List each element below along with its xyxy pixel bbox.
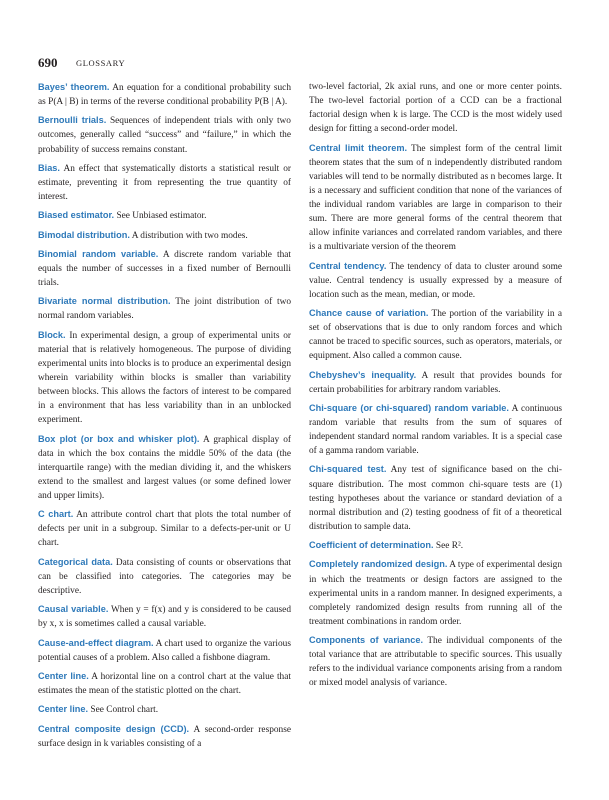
glossary-definition: A continuous random variable that results from the sum of squares of independent standard normal random variables. It is a special case of a gamma random variable.	[309, 403, 563, 457]
glossary-entry-chi-square-or-chi-squared-random-variable	[309, 401, 562, 458]
glossary-term: Components of variance.	[309, 635, 424, 646]
glossary-term: Bivariate normal distribution.	[38, 296, 171, 307]
glossary-definition: two-level factorial, 2k axial runs, and one or more center points. The two-level factorial portion of a CCD can be a fractional factorial design when k is large. The CCD is the most widely used design for fitting a second-order model.	[309, 82, 562, 135]
glossary-definition: A horizontal line on a control chart at the value that estimates the mean of the statistic plotted on the chart.	[38, 671, 291, 696]
glossary-definition: See Control chart.	[90, 705, 159, 716]
glossary-entry-central-composite-design-ccd	[38, 722, 291, 751]
glossary-entry-bimodal-distribution	[38, 228, 291, 243]
glossary-term: Bayes’ theorem.	[38, 82, 110, 92]
glossary-term: Chi-squared test.	[309, 464, 387, 475]
glossary-term: Center line.	[38, 670, 89, 681]
glossary-term: Central limit theorem.	[309, 142, 408, 153]
glossary-entry-bayes-theorem	[38, 80, 291, 109]
glossary-definition: An effect that systematically distorts a statistical result or estimate, preventing it from representing the true quantity of interest.	[38, 163, 291, 203]
glossary-term: Block.	[38, 329, 66, 340]
glossary-term: Box plot (or box and whisker plot).	[38, 433, 200, 444]
glossary-term: Biased estimator.	[38, 210, 115, 221]
glossary-definition: See Unbiased estimator.	[116, 211, 207, 222]
glossary-term: Chebyshev’s inequality.	[309, 369, 417, 380]
glossary-term: Chance cause of variation.	[309, 307, 429, 318]
glossary-entry-central-limit-theorem	[309, 141, 562, 255]
glossary-entry-chebyshev-s-inequality	[309, 368, 562, 397]
glossary-definition: The individual components of the total variance that are attributable to specific sources. This usually refers to the individual variance components arising from a random or mixed model analysis of variance.	[309, 636, 562, 689]
glossary-term: Bimodal distribution.	[38, 229, 130, 240]
glossary-entry-center-line	[38, 702, 291, 717]
glossary-definition: The joint distribution of two normal random variables.	[38, 297, 291, 322]
glossary-term: Completely randomized design.	[309, 559, 448, 570]
glossary-definition: In experimental design, a group of experimental units or material that is relatively homogeneous. The purpose of dividing experimental units into blocks is to produce an experimental design wherein variability within blocks is smaller than variability between blocks. This allows the factors of interest to be compared in a environment that has less variability than in an unblocked experiment.	[38, 330, 291, 426]
glossary-entry-central-tendency	[309, 259, 562, 302]
glossary-definition: When y = f(x) and y is considered to be caused by x, x is sometimes called a causal variable.	[38, 605, 291, 630]
glossary-definition: Data consisting of counts or observations that can be classified into categories. The categories may be descriptive.	[38, 557, 291, 596]
glossary-definition: A discrete random variable that equals the number of successes in a fixed number of Bernoulli trials.	[38, 249, 291, 289]
glossary-entry-bivariate-normal-distribution	[38, 294, 291, 323]
page-number: 690	[38, 55, 58, 70]
glossary-left-column	[38, 80, 291, 755]
glossary-definition: A graphical display of data in which the box contains the middle 50% of the data (the interquartile range) with the median dividing it, and the whiskers extend to the smallest and largest values (or some defined lower and upper limits).	[38, 434, 291, 501]
glossary-definition: The simplest form of the central limit theorem states that the sum of n independently distributed random variables will tend to be normally distributed as n becomes large. It is a necessary and sufficient condition that none of the variances of the individual random variables are large in comparison to their sum. There are more general forms of the central theorem that allow infinite variances and correlated random variables, and there is a multivariate version of the theorem	[309, 143, 562, 253]
glossary-right-column	[309, 80, 562, 695]
glossary-definition: A distribution with two modes.	[131, 230, 248, 241]
glossary-definition: Sequences of independent trials with only two outcomes, generally called “success” and “failure,” in which the probability of success remains constant.	[38, 116, 291, 155]
glossary-entry-coefficient-of-determination	[309, 538, 562, 553]
glossary-entry-continuation	[309, 80, 562, 136]
glossary-definition: A result that provides bounds for certain probabilities for arbitrary random variables.	[309, 370, 562, 395]
glossary-definition: See R².	[435, 541, 464, 552]
glossary-term: Central composite design (CCD).	[38, 723, 190, 734]
glossary-entry-completely-randomized-design	[309, 557, 562, 628]
glossary-entry-c-chart	[38, 507, 291, 550]
glossary-entry-causal-variable	[38, 602, 291, 631]
glossary-term: Center line.	[38, 704, 89, 715]
glossary-entry-chi-squared-test	[309, 462, 562, 533]
glossary-term: C chart.	[38, 509, 74, 520]
glossary-entry-categorical-data	[38, 555, 291, 598]
glossary-entry-block	[38, 328, 291, 428]
glossary-term: Bernoulli trials.	[38, 115, 107, 126]
glossary-entry-binomial-random-variable	[38, 247, 291, 290]
glossary-definition: The portion of the variability in a set of observations that is due to only random forces and which cannot be traced to specific sources, such as operators, materials, or equipment. Also called a common cause.	[309, 308, 562, 362]
glossary-entry-box-plot-or-box-and-whisker-plot	[38, 432, 291, 503]
glossary-term: Coefficient of determination.	[309, 540, 434, 551]
glossary-entry-cause-and-effect-diagram	[38, 636, 291, 665]
glossary-term: Causal variable.	[38, 604, 109, 615]
running-head: GLOSSARY	[76, 58, 126, 68]
glossary-term: Binomial random variable.	[38, 248, 159, 259]
glossary-entry-bernoulli-trials	[38, 113, 291, 156]
glossary-term: Central tendency.	[309, 260, 387, 271]
glossary-definition: A chart used to organize the various potential causes of a problem. Also called a fishbone diagram.	[38, 638, 291, 663]
glossary-term: Bias.	[38, 162, 60, 173]
glossary-definition: A second-order response surface design in k variables consisting of a	[38, 724, 291, 749]
glossary-entry-biased-estimator	[38, 208, 291, 223]
glossary-entry-chance-cause-of-variation	[309, 306, 562, 363]
glossary-term: Chi-square (or chi-squared) random variable.	[309, 402, 509, 413]
glossary-definition: An attribute control chart that plots the total number of defects per unit in a subgroup. Similar to a defects-per-unit or U chart.	[38, 510, 291, 549]
glossary-definition: An equation for a conditional probability such as P(A | B) in terms of the reverse conditional probability P(B | A).	[38, 83, 291, 108]
glossary-entry-components-of-variance	[309, 633, 562, 690]
glossary-definition: A type of experimental design in which the treatments or design factors are assigned to the experimental units in a random manner. In designed experiments, a completely randomized design results from running all of the treatment combinations in random order.	[309, 560, 562, 627]
glossary-entry-center-line	[38, 669, 291, 698]
glossary-term: Categorical data.	[38, 556, 113, 567]
glossary-definition: Any test of significance based on the chi-square distribution. The most common chi-square tests are (1) testing hypotheses about the variance or standard deviation of a normal distribution and (2) testing goodness of fit of a theoretical distribution to sample data.	[309, 465, 562, 532]
glossary-term: Cause-and-effect diagram.	[38, 637, 154, 648]
glossary-definition: The tendency of data to cluster around some value. Central tendency is usually expressed by a measure of location such as the mean, median, or mode.	[309, 261, 562, 300]
glossary-entry-bias	[38, 161, 291, 204]
